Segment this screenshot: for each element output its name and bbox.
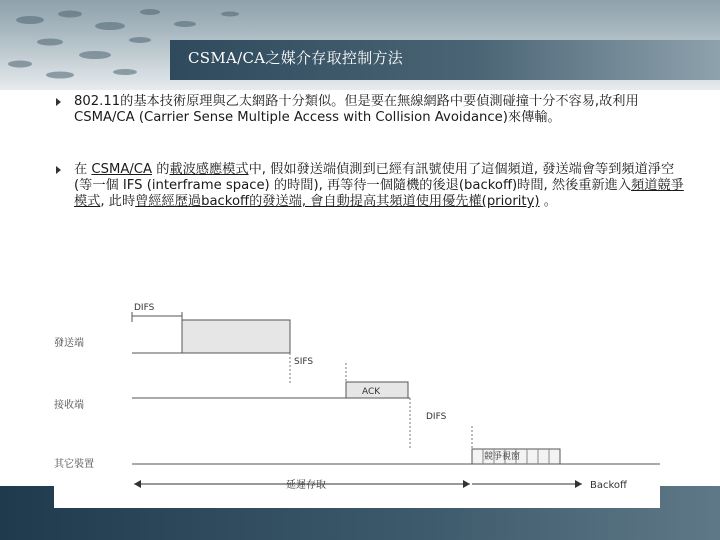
difs-mid-label: DIFS xyxy=(426,412,447,422)
other-row-label: 其它裝置 xyxy=(54,459,94,470)
difs-top-label: DIFS xyxy=(134,303,155,313)
priority-link[interactable]: 曾經經歷過backoff的發送端, 會自動提高其頻道使用優先權(priority) xyxy=(135,194,540,209)
backoff-label: Backoff xyxy=(590,480,627,491)
title-banner xyxy=(0,0,720,90)
bullet-icon xyxy=(56,166,61,174)
p2-text: 的 xyxy=(152,162,170,177)
slide-title: CSMA/CA之媒介存取控制方法 xyxy=(188,49,404,67)
timing-diagram xyxy=(54,298,660,508)
contention-mode-link[interactable]: 頻道競爭模式 xyxy=(74,178,684,209)
sifs-label: SIFS xyxy=(294,357,314,367)
carrier-sense-link[interactable]: 載波感應模式 xyxy=(169,162,249,177)
backoff-arrow-head xyxy=(575,480,582,488)
paragraph-2 xyxy=(74,162,684,210)
deferred-arrow-left-head xyxy=(134,480,141,488)
timing-diagram-svg xyxy=(54,298,660,508)
ack-label: ACK xyxy=(362,387,381,397)
deferred-arrow-right-head xyxy=(463,480,470,488)
p2-text: 中, 假如發送端偵測到已經有訊號使用了這個頻道, 發送端會等到頻道淨空 (等一個 IFS (interframe space) 的時間), 再等待一個隨機的後退(backoff)時間, 然後重新進入 xyxy=(74,162,675,193)
p2-text: 在 xyxy=(74,162,92,177)
receiver-row-label: 接收端 xyxy=(54,400,84,411)
sender-data-frame xyxy=(182,320,290,353)
sender-row-label: 發送端 xyxy=(54,338,84,349)
csma-link[interactable]: CSMA/CA xyxy=(91,162,153,177)
p2-text: , 此時 xyxy=(100,194,136,209)
paragraph-1: 802.11的基本技術原理與乙太網路十分類似。但是要在無線網路中要偵測碰撞十分不容易,故利用 CSMA/CA (Carrier Sense Multiple Access with Collision Avoidance)來傳輸。 xyxy=(74,94,639,125)
deferred-access-label: 延遲存取 xyxy=(286,480,326,491)
p2-text: 。 xyxy=(539,194,557,209)
contention-label: 競爭視窗 xyxy=(484,452,521,462)
bullet-icon xyxy=(56,98,61,106)
